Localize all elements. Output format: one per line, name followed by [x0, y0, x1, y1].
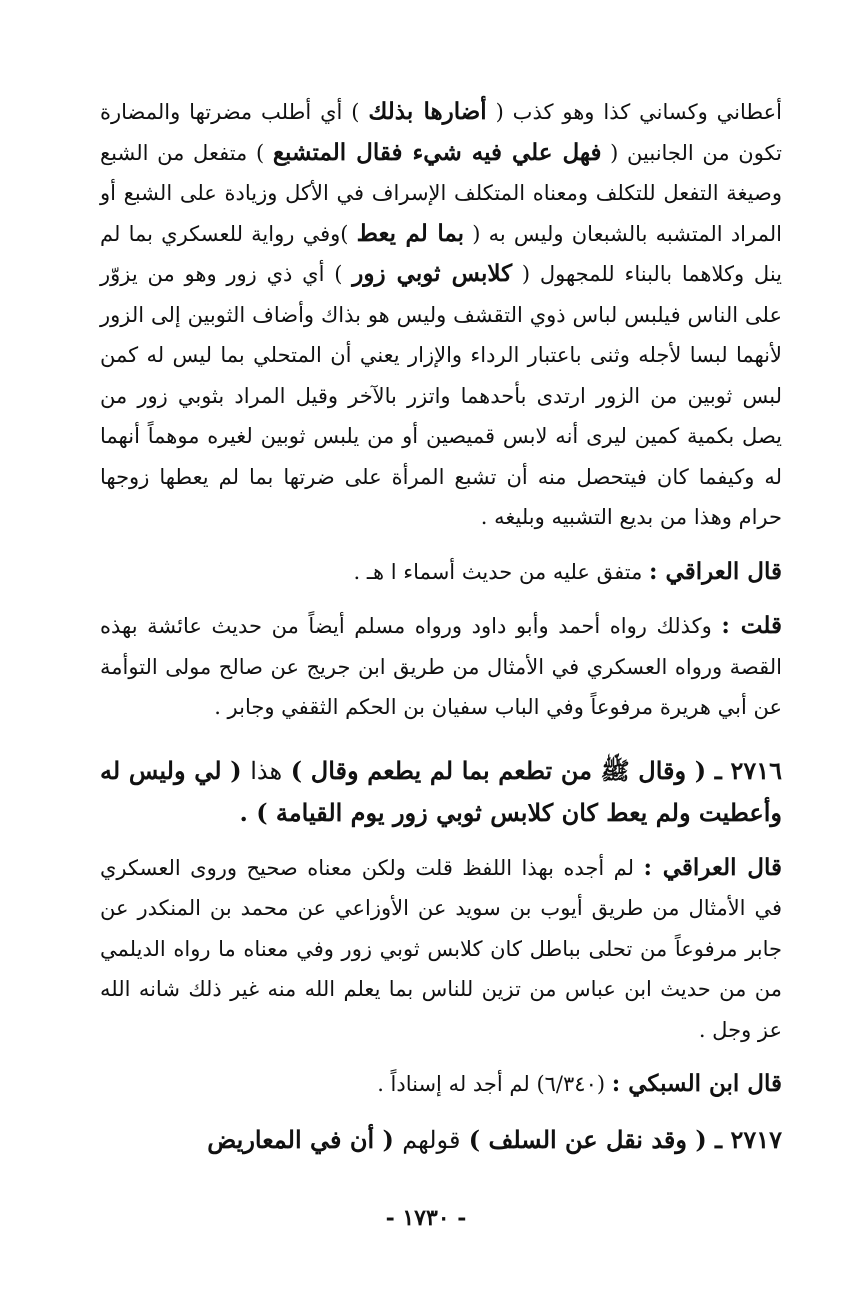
bold-phrase: بما لم يعط	[356, 219, 465, 247]
speaker-label: قال العراقي :	[643, 853, 782, 881]
text-run: (٦/٣٤٠) لم أجد له إسناداً .	[377, 1072, 612, 1096]
hadith-heading-2716	[100, 750, 782, 834]
iraqi-note	[100, 848, 782, 1051]
text-run: )وفي رواية للعسكري بما لم ينل وكلاهما بالبناء للمجهول (	[100, 221, 783, 286]
hadith-number: ٢٧١٧	[730, 1124, 782, 1154]
text-run: قولهم	[402, 1125, 461, 1154]
speaker-label: قلت :	[721, 612, 782, 639]
subki-note	[100, 1064, 782, 1105]
text-run: هذا	[250, 756, 283, 785]
author-note	[100, 606, 782, 728]
hadith-heading-2717	[100, 1119, 782, 1161]
bold-phrase: كلابس ثوبي زور	[352, 260, 513, 287]
text-run: ( لي وليس له وأعطيت ولم يعط كان كلابس ثوبي زور يوم القيامة ) .	[100, 755, 782, 827]
text-run: ) أي أطلب مضرتها والمضارة تكون من الجانبين (	[100, 100, 782, 165]
text-run: أعطاني وكساني كذا وهو كذب (	[486, 100, 782, 124]
page-number: - ١٧٣٠ -	[385, 1205, 467, 1231]
bold-phrase: فهل علي فيه شيء فقال المتشبع	[272, 138, 602, 166]
text-run: متفق عليه من حديث أسماء ا هـ .	[353, 559, 650, 584]
text-run: وكذلك رواه أحمد وأبو داود ورواه مسلم أيضاً من حديث عائشة بهذه القصة ورواه العسكري في الأمثال من طريق ابن جريج عن صالح مولى التوأمة عن أبي هريرة مرفوعاً وفي الباب سفيان بن الحكم الثقفي وجابر .	[100, 614, 782, 719]
speaker-label: قال العراقي :	[649, 557, 782, 585]
text-run: ( أن في المعاريض	[207, 1124, 403, 1154]
text-run: ـ ( وقال ﷺ من تطعم بما لم يطعم وقال )	[282, 755, 731, 785]
text-run: لم أجده بهذا اللفظ قلت ولكن معناه صحيح وروى العسكري في الأمثال من طريق أيوب بن سويد عن الأوزاعي عن محمد بن المنكدر عن جابر مرفوعاً من تحلى بباطل كان كلابس ثوبي زور وفي معناه ما رواه الديلمي من من حديث ابن عباس من تزين للناس بما يعلم الله منه غير ذلك شانه الله عز وجل .	[100, 855, 782, 1042]
speaker-label: قال ابن السبكي :	[611, 1070, 782, 1097]
iraqi-note	[100, 552, 782, 593]
hadith-number: ٢٧١٦	[730, 755, 782, 785]
text-run: ) أي ذي زور وهو من يزوّر على الناس فيلبس لباس ذوي التقشف وليس هو بذاك وأضاف الثوبين إلى الزور لأنهما لبسا لأجله وثنى باعتبار الرداء والإزار يعني أن المتحلي بما ليس له كمن لبس ثوبين من الزور ارتدى بأحدهما واتزر بالآخر وقيل المراد بثوبي زور من يصل بكمية كمين ليرى أنه لابس قميصين أو من يلبس ثوبين لغيره موهماً أنهما له وكيفما كان فيتحصل منه أن تشبع المرأة على ضرتها بما لم يعطها زوجها حرام وهذا من بديع التشبيه وبليغه .	[100, 262, 782, 529]
text-run: ) متفعل من الشبع وصيغة التفعل للتكلف ومعناه المتكلف الإسراف في الأكل وزيادة على الشبع أو المراد المتشبه بالشبعان وليس به (	[100, 140, 782, 246]
commentary-paragraph	[100, 92, 782, 538]
text-run: ـ ( وقد نقل عن السلف )	[460, 1124, 731, 1154]
bold-phrase: أضارها بذلك	[368, 98, 487, 125]
